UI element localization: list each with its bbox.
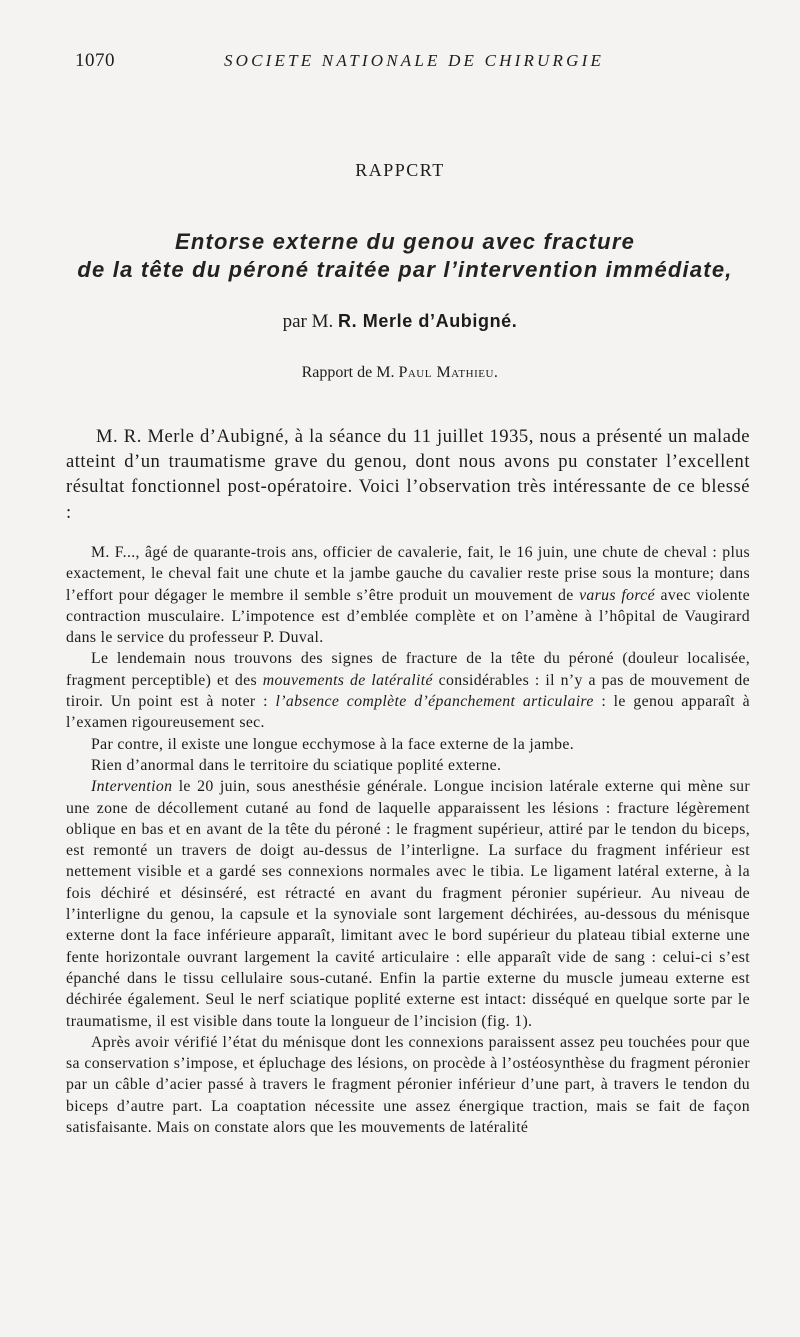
observation-paragraph-3: Par contre, il existe une longue ecchymose à la face externe de la jambe. — [91, 735, 575, 753]
intro-text: M. R. Merle d’Aubigné, à la séance du 11 juillet 1935, nous a présenté un malade atteint d’un traumatisme grave du genou, dont nous avons pu constater l’excellent résultat fonctionnel post-opératoire. Voici l’observation très intéressante de ce blessé : — [66, 426, 750, 523]
byline-prefix: par M. — [282, 311, 334, 332]
intro-paragraph — [66, 424, 750, 525]
article-title — [60, 228, 750, 284]
reporter-line — [0, 364, 800, 382]
section-label: RAPPCRT — [355, 160, 445, 180]
emphasis: mouvements de latéralité — [262, 671, 433, 689]
observation-body — [66, 542, 750, 1138]
emphasis: Intervention — [91, 778, 173, 796]
emphasis: varus forcé — [579, 586, 656, 604]
title-line-2: de la tête du péroné traitée par l’intervention immédiate, — [77, 257, 733, 282]
observation-paragraph-5 — [66, 776, 750, 1032]
observation-paragraph-6: Après avoir vérifié l’état du ménisque dont les connexions paraissent assez peu touchées pour que sa conservation s’impose, et épluchage des lésions, on procède à l’ostéosynthèse du fragment péronier par un câble d’acier passé à travers le fragment péronier inférieur d’une part, à travers le tendon du biceps d’autre part. La coaptation nécessite une assez énergique traction, mais se fait de façon satisfaisante. Mais on constate alors que les mouvements de latéralité — [66, 1033, 750, 1137]
text-run: Le lendemain nous trouvons des signes de fracture de la tête du péroné (douleur localisée, fragment perceptible) et des — [66, 650, 750, 689]
text-run: : le genou apparaît à l’examen rigoureusement sec. — [66, 693, 750, 732]
text-run: M. F..., âgé de quarante-trois ans, officier de cavalerie, fait, le 16 juin, une chute de cheval : plus exactement, le cheval fait une chute et la jambe gauche du cavalier reste prise sous la monture; dans l’effort pour dégager le membre il semble s’être produit un mouvement de — [66, 544, 750, 604]
observation-paragraph-4: Rien d’anormal dans le territoire du sciatique poplité externe. — [91, 756, 502, 774]
observation-paragraph-1 — [66, 542, 750, 648]
observation-paragraph-2 — [66, 648, 750, 733]
page-number: 1070 — [75, 50, 115, 71]
title-line-1: Entorse externe du genou avec fracture — [174, 229, 636, 254]
author-name: R. Merle d’Aubigné. — [337, 311, 518, 331]
text-run: le 20 juin, sous anesthésie générale. Longue incision latérale externe qui mène sur une zone de décollement cutané au fond de laquelle apparaissent les lésions : fracture légèrement oblique en bas et en avant de la tête du péroné : le fragment supérieur, attiré par le tendon du biceps, est remonté un travers de doigt au-dessus de l’interligne. La surface du fragment inférieur est nettement visible et a gardé ses connexions normales avec le tibia. Le ligament latéral externe, à la fois déchiré et désinséré, est rétracté en avant du fragment péronier supérieur. Au niveau de l’interligne du genou, la capsule et la synoviale sont largement déchirées, au-dessous du ménisque externe dont la face inférieure apparaît, limitant avec le bord supérieur du plateau tibial externe une fente horizontale ouvrant largement la cavité articulaire : elle apparaît vide de sang : celui-ci s’est épanché dans le tissu cellulaire sous-cutané. Enfin la partie externe du muscle jumeau externe est déchirée également. Seul le nerf sciatique poplité externe est intact: disséqué en quelque sorte par le traumatisme, il est visible dans toute la longueur de l’incision (fig. 1). — [66, 778, 750, 1030]
reporter-prefix: Rapport de M. — [301, 364, 395, 381]
running-head — [0, 50, 800, 74]
reporter-name: Paul Mathieu. — [398, 364, 499, 381]
text-run: considérables : il n’y a pas de mouvement de tiroir. Un point est à noter : — [66, 671, 750, 711]
journal-title: SOCIETE NATIONALE DE CHIRURGIE — [223, 51, 605, 70]
emphasis: l’absence complète d’épanchement articulaire — [275, 693, 594, 711]
text-run: avec violente contraction musculaire. L’impotence est d’emblée complète et on l’amène à l’hôpital de Vaugirard dans le service du professeur P. Duval. — [66, 586, 750, 647]
byline — [0, 311, 800, 333]
